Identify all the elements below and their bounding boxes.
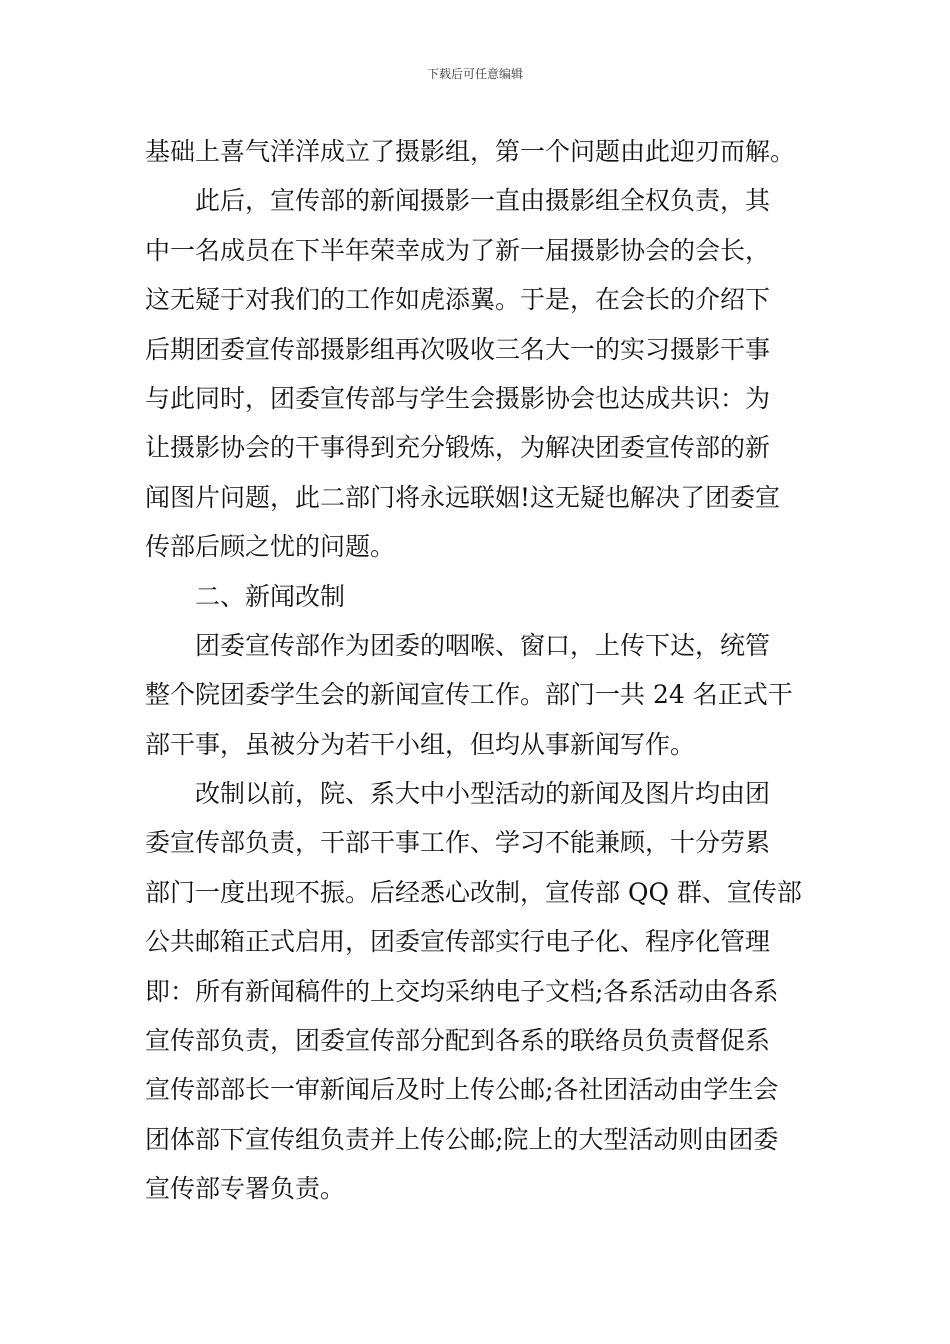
text-line-6: 与此同时，团委宣传部与学生会摄影协会也达成共识：为 (145, 383, 771, 413)
text-line-19: 宣传部负责，团委宣传部分配到各系的联络员负责督促系 (145, 1026, 771, 1056)
document-body (145, 127, 817, 1214)
text-line-7: 让摄影协会的干事得到充分锻炼，为解决团委宣传部的新 (145, 433, 771, 463)
text-line-9: 传部后顾之忧的问题。 (145, 532, 396, 562)
section-heading: 二、新闻改制 (195, 581, 346, 611)
text-line-8: 闻图片问题，此二部门将永远联姻!这无疑也解决了团委宣 (145, 482, 781, 512)
text-line-12: 整个院团委学生会的新闻宣传工作。部门一共 24 名正式干 (145, 680, 793, 710)
text-line-22: 宣传部专署负责。 (145, 1174, 346, 1204)
text-line-21: 团体部下宣传组负责并上传公邮;院上的大型活动则由团委 (145, 1124, 779, 1154)
text-line-15: 委宣传部负责，干部干事工作、学习不能兼顾，十分劳累 (145, 828, 771, 858)
text-line-18: 即：所有新闻稿件的上交均采纳电子文档;各系活动由各系 (145, 976, 779, 1006)
text-line-3: 中一名成员在下半年荣幸成为了新一届摄影协会的会长， (145, 235, 771, 265)
text-line-14: 改制以前，院、系大中小型活动的新闻及图片均由团 (195, 779, 771, 809)
text-line-1: 基础上喜气洋洋成立了摄影组，第一个问题由此迎刃而解。 (145, 137, 796, 166)
text-line-20: 宣传部部长一审新闻后及时上传公邮;各社团活动由学生会 (145, 1075, 779, 1105)
text-line-17: 公共邮箱正式启用，团委宣传部实行电子化、程序化管理 (145, 927, 771, 957)
text-line-16: 部门一度出现不振。后经悉心改制，宣传部 QQ 群、宣传部 (145, 877, 802, 907)
text-line-4: 这无疑于对我们的工作如虎添翼。于是，在会长的介绍下 (145, 285, 771, 315)
text-line-13: 部干事，虽被分为若干小组，但均从事新闻写作。 (145, 729, 696, 759)
text-line-5: 后期团委宣传部摄影组再次吸收三名大一的实习摄影干事 (145, 334, 771, 364)
text-line-11: 团委宣传部作为团委的咽喉、窗口，上传下达，统管 (195, 630, 771, 660)
text-line-2: 此后，宣传部的新闻摄影一直由摄影组全权负责，其 (195, 186, 771, 216)
page-header-note: 下载后可任意编辑 (426, 67, 523, 81)
